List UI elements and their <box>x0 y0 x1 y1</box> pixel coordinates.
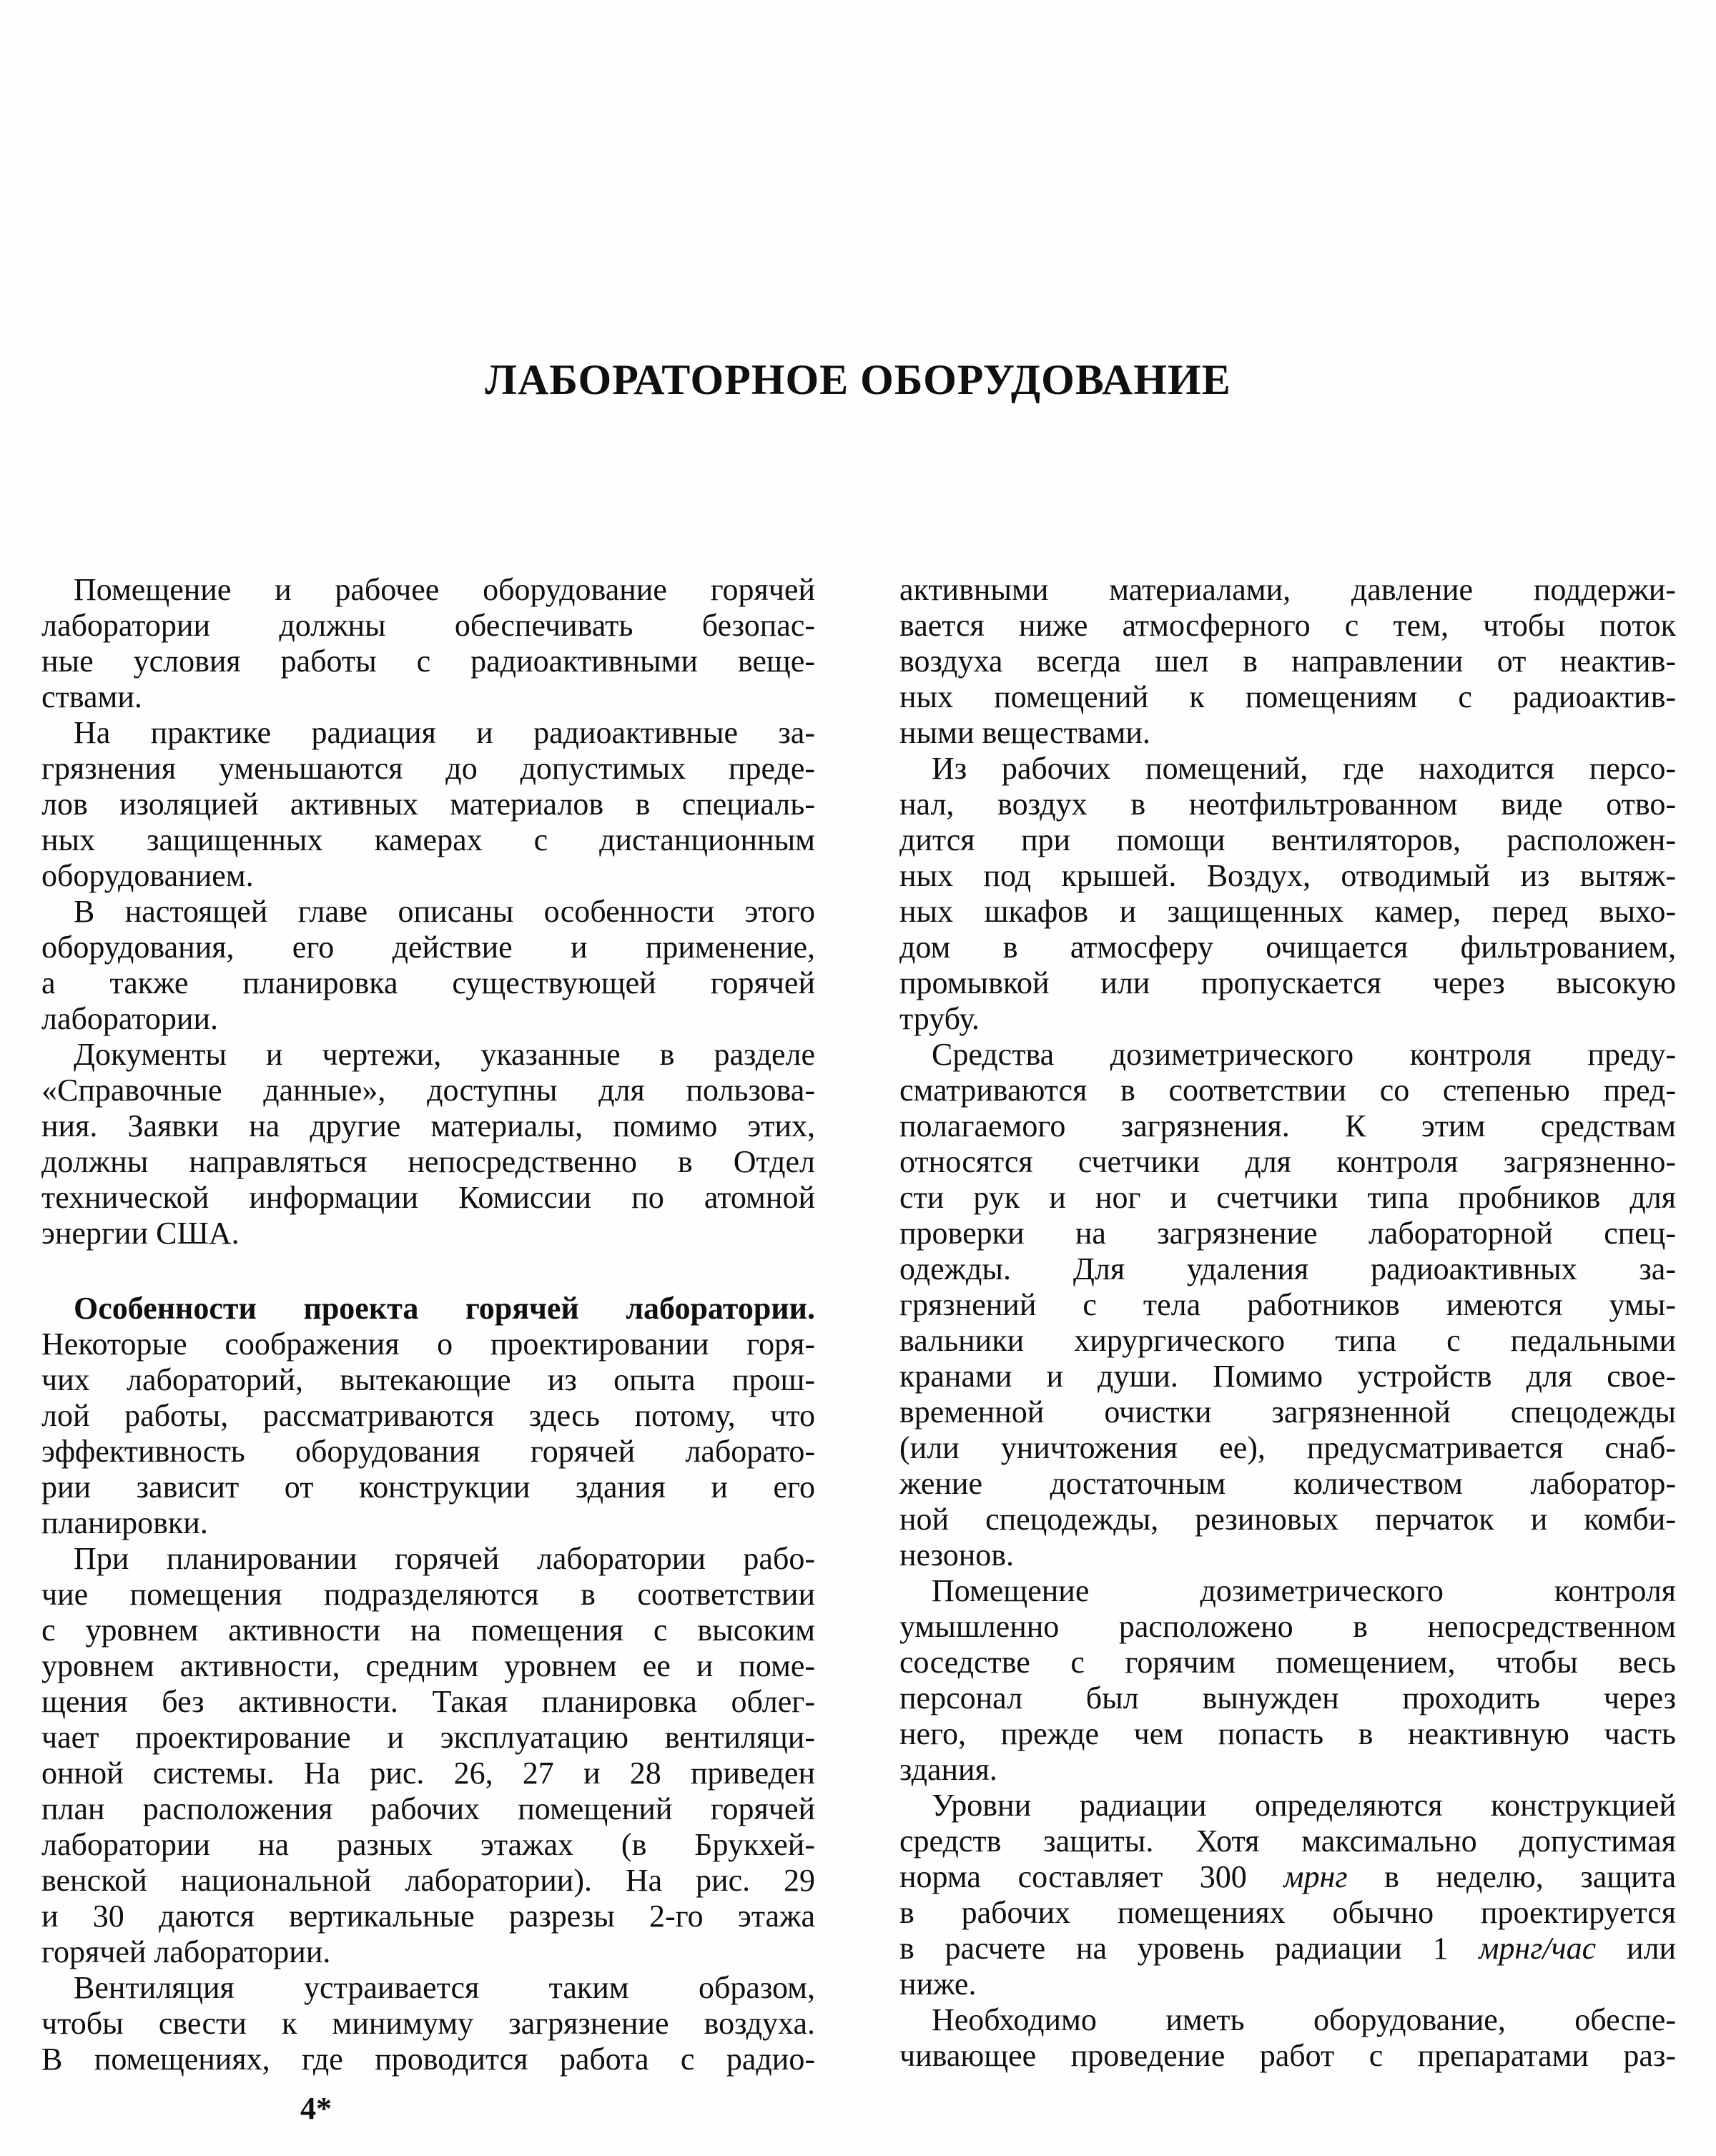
text-line: дится при помощи вентиляторов, расположен- <box>899 822 1676 857</box>
text-line: жение достаточным количеством лаборатор- <box>899 1466 1676 1501</box>
text-line: Уровни радиации определяются конструкцией <box>932 1788 1676 1823</box>
text-line: трубу. <box>899 1001 980 1036</box>
text-line: ния. Заявки на другие материалы, помимо этих, <box>41 1108 815 1143</box>
text-segment: или <box>1596 1931 1676 1966</box>
text-line: На практике радиация и радиоактивные за- <box>74 715 815 750</box>
text-line: Вентиляция устраивается таким образом, <box>74 1970 815 2005</box>
text-line: лой работы, рассматриваются здесь потому, что <box>41 1398 815 1433</box>
text-line: рии зависит от конструкции здания и его <box>41 1470 815 1505</box>
italic-term: мрнг/час <box>1479 1931 1597 1966</box>
text-line: него, прежде чем попасть в неактивную часть <box>899 1716 1676 1751</box>
text-line: Помещение дозиметрического контроля <box>932 1573 1676 1608</box>
text-line: ные условия работы с радиоактивными веще- <box>41 644 815 679</box>
text-line: полагаемого загрязнения. К этим средствам <box>899 1108 1676 1143</box>
text-line: воздуха всегда шел в направлении от неактив- <box>899 644 1676 679</box>
text-line: средств защиты. Хотя максимально допустимая <box>899 1823 1676 1859</box>
text-line: оборудованием. <box>41 858 254 893</box>
text-line: «Справочные данные», доступны для пользова- <box>41 1073 815 1108</box>
text-line: ных под крышей. Воздух, отводимый из вытяж- <box>899 858 1676 893</box>
chapter-title: ЛАБОРАТОРНОЕ ОБОРУДОВАНИЕ <box>485 356 1231 403</box>
text-line: временной очистки загрязненной спецодежды <box>899 1394 1676 1429</box>
text-line: с уровнем активности на помещения с высоким <box>41 1613 815 1648</box>
left-text-column <box>41 572 815 2077</box>
signature-mark: 4* <box>300 2091 332 2126</box>
text-line: ных шкафов и защищенных камер, перед выхо- <box>899 894 1676 929</box>
text-line: уровнем активности, средним уровнем ее и поме- <box>41 1648 815 1683</box>
text-line: ниже. <box>899 1967 977 2002</box>
text-line: В помещениях, где проводится работа с радио- <box>41 2042 815 2077</box>
text-line: чтобы свести к минимуму загрязнение воздуха. <box>41 2006 815 2041</box>
text-line: сматриваются в соответствии со степенью пред- <box>899 1073 1676 1108</box>
text-segment: в неделю, защита <box>1347 1859 1676 1894</box>
text-line: Некоторые соображения о проектировании горя- <box>41 1326 815 1362</box>
text-line: Документы и чертежи, указанные в разделе <box>74 1037 815 1072</box>
text-line: лаборатории. <box>41 1001 219 1036</box>
text-line: онной системы. На рис. 26, 27 и 28 приведен <box>41 1756 815 1791</box>
italic-term: мрнг <box>1283 1859 1348 1894</box>
text-line: чает проектирование и эксплуатацию вентиляци- <box>41 1720 815 1755</box>
text-line: грязнения уменьшаются до допустимых преде- <box>41 751 815 786</box>
text-line: ными веществами. <box>899 715 1150 750</box>
text-line: Помещение и рабочее оборудование горячей <box>74 572 815 607</box>
text-line <box>899 1859 1676 1895</box>
text-line: промывкой или пропускается через высокую <box>899 965 1676 1000</box>
text-line: планировки. <box>41 1505 208 1540</box>
text-line: Из рабочих помещений, где находится персо- <box>932 751 1676 786</box>
text-line: одежды. Для удаления радиоактивных за- <box>899 1251 1676 1286</box>
text-line: чивающее проведение работ с препаратами раз- <box>899 2038 1676 2073</box>
text-line: ной спецодежды, резиновых перчаток и комби- <box>899 1502 1676 1537</box>
text-line: персонал был вынужден проходить через <box>899 1680 1676 1716</box>
text-line: ных помещений к помещениям с радиоактив- <box>899 679 1676 714</box>
text-line <box>899 1931 1676 1967</box>
right-text-column <box>899 572 1676 2074</box>
text-line: план расположения рабочих помещений горячей <box>41 1791 815 1826</box>
text-line: активными материалами, давление поддержи- <box>899 572 1676 607</box>
text-line: эффективность оборудования горячей лаборато- <box>41 1434 815 1469</box>
section-heading-line: Особенности проекта горячей лаборатории. <box>74 1291 815 1326</box>
text-line: проверки на загрязнение лабораторной спец- <box>899 1216 1676 1251</box>
text-line: При планировании горячей лаборатории рабо- <box>74 1541 815 1576</box>
text-line: соседстве с горячим помещением, чтобы весь <box>899 1645 1676 1680</box>
text-segment: в расчете на уровень радиации 1 <box>899 1931 1479 1966</box>
text-line: в рабочих помещениях обычно проектируется <box>899 1895 1676 1930</box>
text-line: чие помещения подразделяются в соответствии <box>41 1577 815 1612</box>
text-line: сти рук и ног и счетчики типа пробников для <box>899 1180 1676 1215</box>
text-line: энергии США. <box>41 1216 240 1251</box>
text-line: Необходимо иметь оборудование, обеспе- <box>932 2002 1676 2037</box>
text-line: относятся счетчики для контроля загрязненно- <box>899 1144 1676 1179</box>
text-line: здания. <box>899 1752 997 1787</box>
text-line: оборудования, его действие и применение, <box>41 930 815 965</box>
text-line: венской национальной лаборатории). На рис. 29 <box>41 1863 815 1898</box>
text-line: горячей лаборатории. <box>41 1934 331 1969</box>
text-line: нал, воздух в неотфильтрованном виде отво- <box>899 787 1676 822</box>
text-segment: норма составляет 300 <box>899 1859 1284 1894</box>
text-line: и 30 даются вертикальные разрезы 2-го этажа <box>41 1899 815 1934</box>
text-line: лов изоляцией активных материалов в специаль- <box>41 787 815 822</box>
text-line: умышленно расположено в непосредственном <box>899 1609 1676 1644</box>
text-line: грязнений с тела работников имеются умы- <box>899 1287 1676 1322</box>
text-line: лаборатории на разных этажах (в Брукхей- <box>41 1827 815 1862</box>
text-line: вается ниже атмосферного с тем, чтобы поток <box>899 608 1676 643</box>
text-line: Средства дозиметрического контроля преду- <box>932 1037 1676 1072</box>
text-line: дом в атмосферу очищается фильтрованием, <box>899 930 1676 965</box>
text-line: ствами. <box>41 679 142 714</box>
text-line: щения без активности. Такая планировка облег- <box>41 1684 815 1719</box>
text-line: технической информации Комиссии по атомной <box>41 1180 815 1215</box>
text-line: вальники хирургического типа с педальными <box>899 1323 1676 1358</box>
text-line: чих лабораторий, вытекающие из опыта прош- <box>41 1362 815 1397</box>
text-line: В настоящей главе описаны особенности этого <box>74 894 815 929</box>
text-line: кранами и души. Помимо устройств для свое- <box>899 1359 1676 1394</box>
text-line: незонов. <box>899 1537 1015 1572</box>
text-line: должны направляться непосредственно в Отдел <box>41 1144 815 1179</box>
text-line: лаборатории должны обеспечивать безопас- <box>41 608 815 643</box>
text-line: а также планировка существующей горячей <box>41 965 815 1000</box>
text-line: ных защищенных камерах с дистанционным <box>41 822 815 857</box>
text-line: (или уничтожения ее), предусматривается снаб- <box>899 1430 1676 1465</box>
